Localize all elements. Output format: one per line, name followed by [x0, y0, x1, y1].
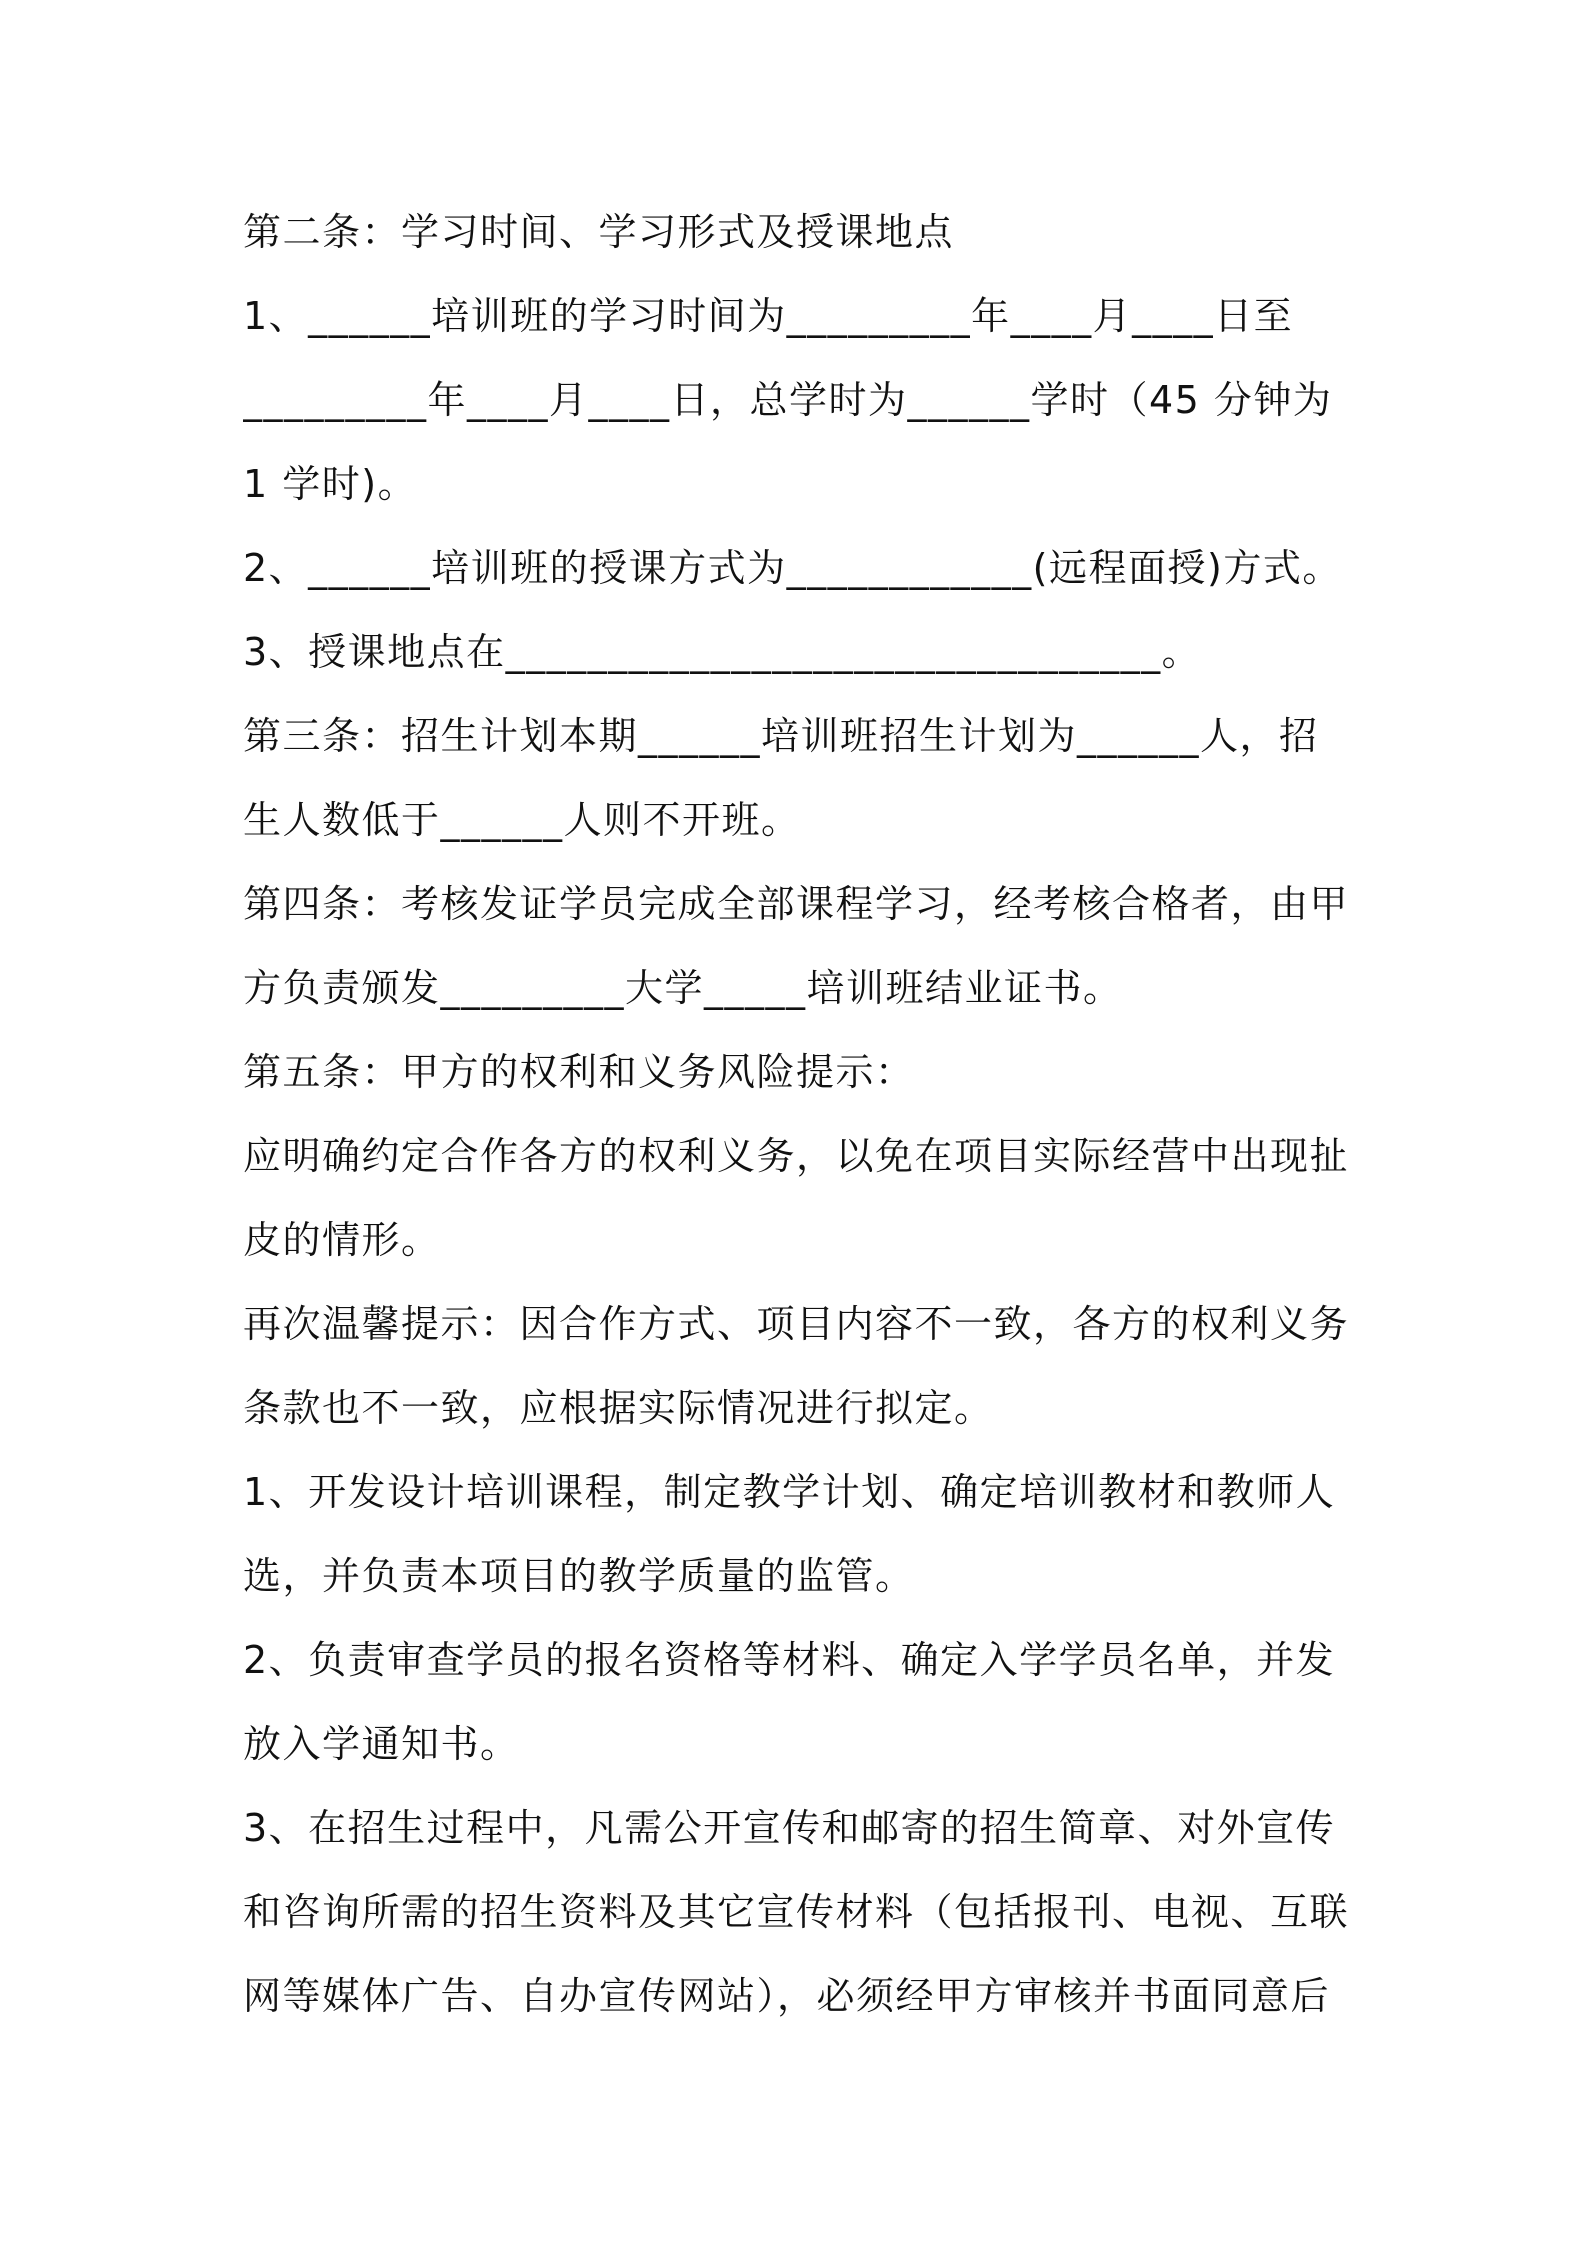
paragraph-line: 条款也不一致，应根据实际情况进行拟定。 — [243, 1386, 994, 1430]
list-item-line: 3、在招生过程中，凡需公开宣传和邮寄的招生简章、对外宣传 — [243, 1806, 1336, 1850]
paragraph-line: 应明确约定合作各方的权利义务，以免在项目实际经营中出现扯 — [243, 1134, 1350, 1178]
paragraph-line: 1、______培训班的学习时间为_________年____月____日至 — [243, 294, 1294, 338]
article-5-heading: 第五条：甲方的权利和义务风险提示： — [243, 1050, 915, 1094]
article-4-line: 第四条：考核发证学员完成全部课程学习，经考核合格者，由甲 — [243, 882, 1350, 926]
paragraph-line: 2、______培训班的授课方式为____________(远程面授)方式。 — [243, 546, 1342, 590]
paragraph-line: 放入学通知书。 — [243, 1722, 520, 1766]
paragraph-line: 1 学时)。 — [243, 462, 418, 506]
paragraph-line: 网等媒体广告、自办宣传网站），必须经甲方审核并书面同意后 — [243, 1974, 1331, 2018]
article-2-heading: 第二条：学习时间、学习形式及授课地点 — [243, 210, 955, 254]
list-item-line: 2、负责审查学员的报名资格等材料、确定入学学员名单，并发 — [243, 1638, 1336, 1682]
paragraph-line: 和咨询所需的招生资料及其它宣传材料（包括报刊、电视、互联 — [243, 1890, 1350, 1934]
paragraph-line: 3、授课地点在________________________________。 — [243, 630, 1202, 674]
paragraph-line: 方负责颁发_________大学_____培训班结业证书。 — [243, 966, 1123, 1010]
paragraph-line: 皮的情形。 — [243, 1218, 441, 1262]
document-body — [243, 190, 1358, 2038]
article-3-line: 第三条：招生计划本期______培训班招生计划为______人，招 — [243, 714, 1319, 758]
paragraph-line: _________年____月____日，总学时为______学时（45 分钟为 — [243, 378, 1333, 422]
paragraph-line: 生人数低于______人则不开班。 — [243, 798, 801, 842]
reminder-line: 再次温馨提示：因合作方式、项目内容不一致，各方的权利义务 — [243, 1302, 1350, 1346]
paragraph-line: 选，并负责本项目的教学质量的监管。 — [243, 1554, 915, 1598]
list-item-line: 1、开发设计培训课程，制定教学计划、确定培训教材和教师人 — [243, 1470, 1336, 1514]
